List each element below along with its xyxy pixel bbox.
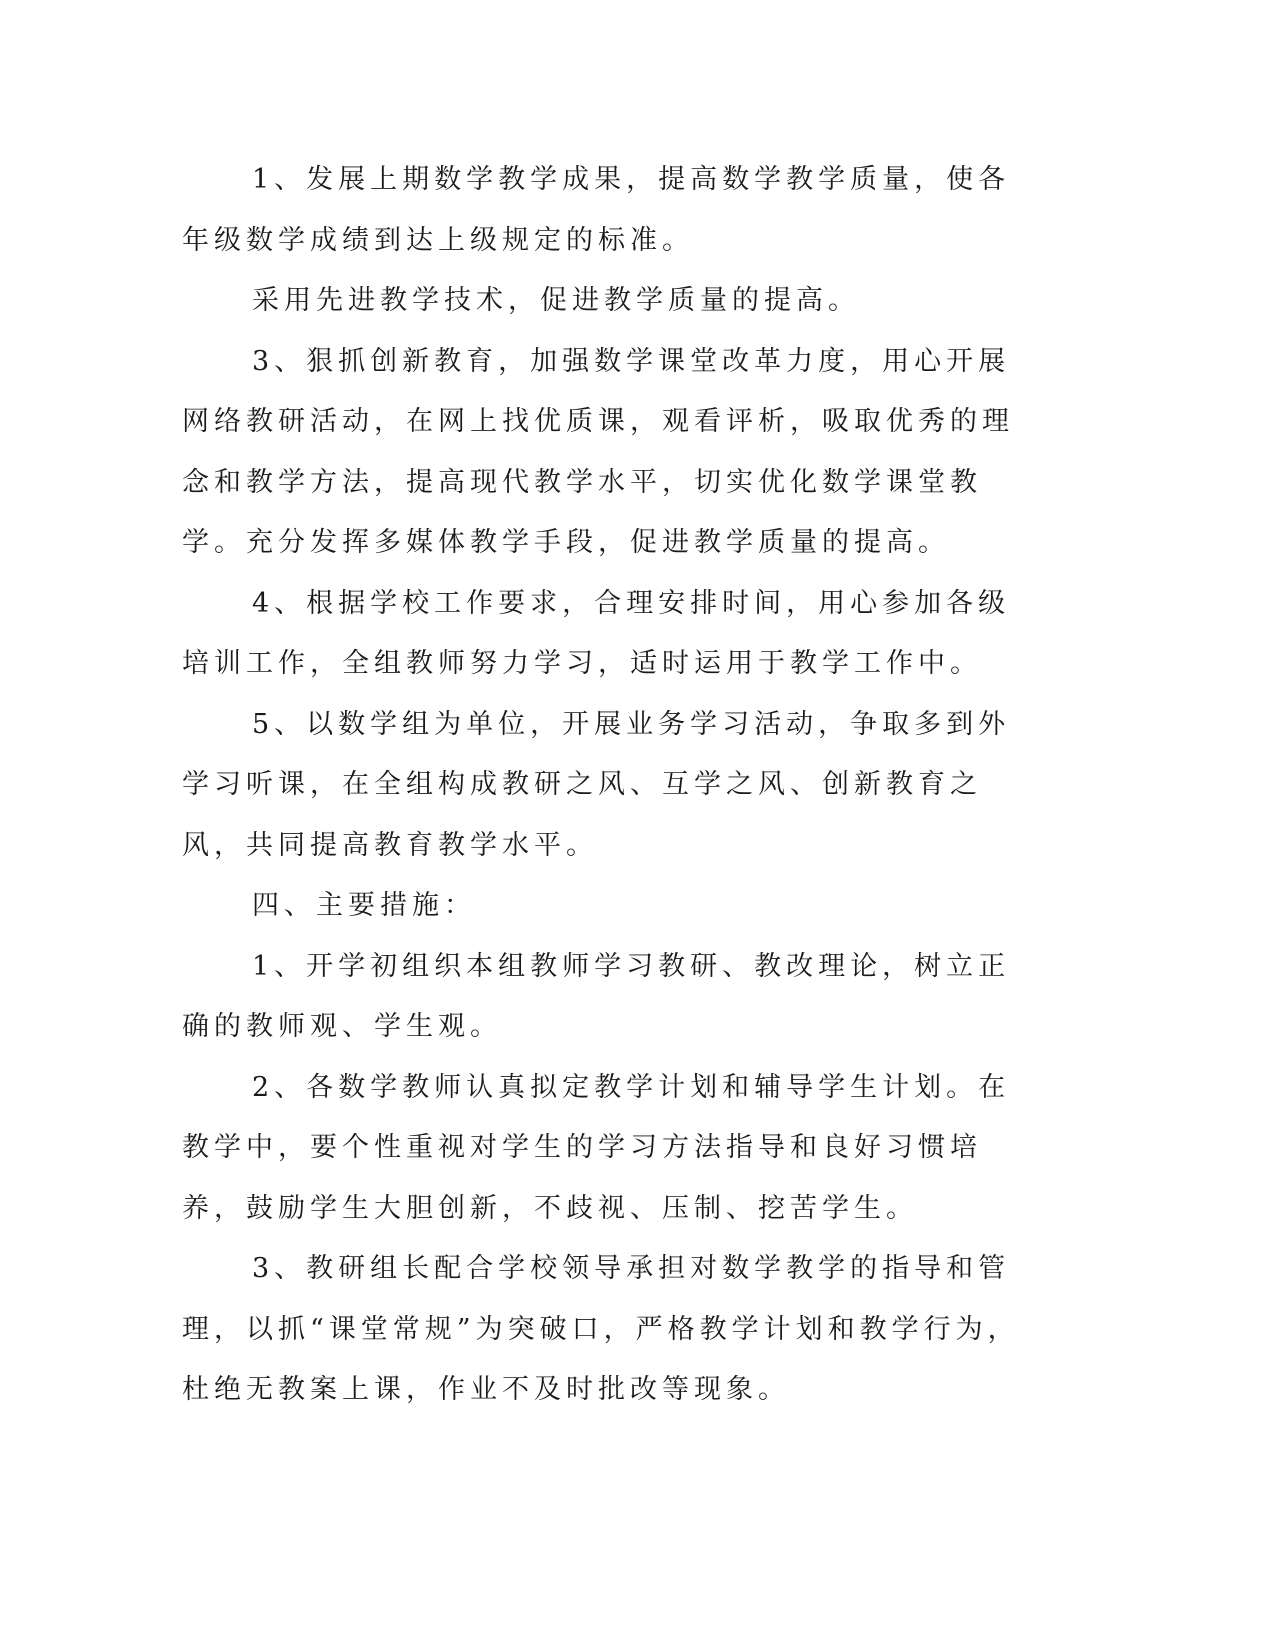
text-line: 新，不歧视、压制、挖苦学生。: [470, 1192, 918, 1224]
text-line: 高现代教学水平，切实优化数学课堂教学。充分发挥多媒体教学手段: [182, 466, 982, 558]
paragraph: [182, 332, 1020, 574]
document-body: [182, 150, 1020, 1421]
paragraph: [182, 937, 1020, 1058]
text-line: 要个性重视对学生的学习方法指导和良好习惯培养，鼓励学生大胆创: [182, 1132, 982, 1224]
paragraph: [182, 574, 1020, 695]
text-line: 1、开学初组织本组教师学习教研、教改理论，树立正确的教师: [182, 950, 1011, 1042]
text-line: 课堂常规”为突破口，严格教学计划和教学行为，杜绝无教案上课，作: [182, 1313, 1020, 1405]
paragraph: [182, 150, 1020, 271]
paragraph: [182, 1058, 1020, 1240]
text-line: 5、以数学组为单位，开展业务学习活动，争取多到外学习听课: [182, 708, 1011, 800]
paragraph: [182, 1239, 1020, 1421]
text-line: 4、根据学校工作要求，合理安排时间，用心参加各级培训工作: [182, 587, 1011, 679]
text-line: 2、各数学教师认真拟定教学计划和辅导学生计划。在教学中，: [182, 1071, 1011, 1163]
text-line: 1、发展上期数学教学成果，提高数学教学质量，使各年级数学: [182, 164, 1011, 256]
text-line: ，全组教师努力学习，适时运用于教学工作中。: [310, 648, 982, 679]
text-line: ，在全组构成教研之风、互学之风、创新教育之风，共同提高教育教: [182, 769, 982, 861]
paragraph: [182, 271, 1020, 332]
text-line: 四、主要措施：: [252, 890, 476, 921]
paragraph: [182, 876, 1020, 937]
text-line: 业不及时批改等现象。: [470, 1374, 790, 1405]
text-line: 活动，在网上找优质课，观看评析，吸取优秀的理念和教学方法，提: [182, 406, 1014, 498]
text-line: ，促进教学质量的提高。: [598, 527, 950, 558]
text-line: 观、学生观。: [310, 1011, 502, 1042]
paragraph: [182, 695, 1020, 877]
text-line: 采用先进教学技术，促进教学质量的提高。: [252, 285, 860, 316]
text-line: 学水平。: [470, 829, 598, 861]
text-line: 3、教研组长配合学校领导承担对数学教学的指导和管理，以抓“: [182, 1253, 1011, 1345]
text-line: 3、狠抓创新教育，加强数学课堂改革力度，用心开展网络教研: [182, 345, 1011, 437]
text-line: 成绩到达上级规定的标准。: [310, 224, 694, 256]
